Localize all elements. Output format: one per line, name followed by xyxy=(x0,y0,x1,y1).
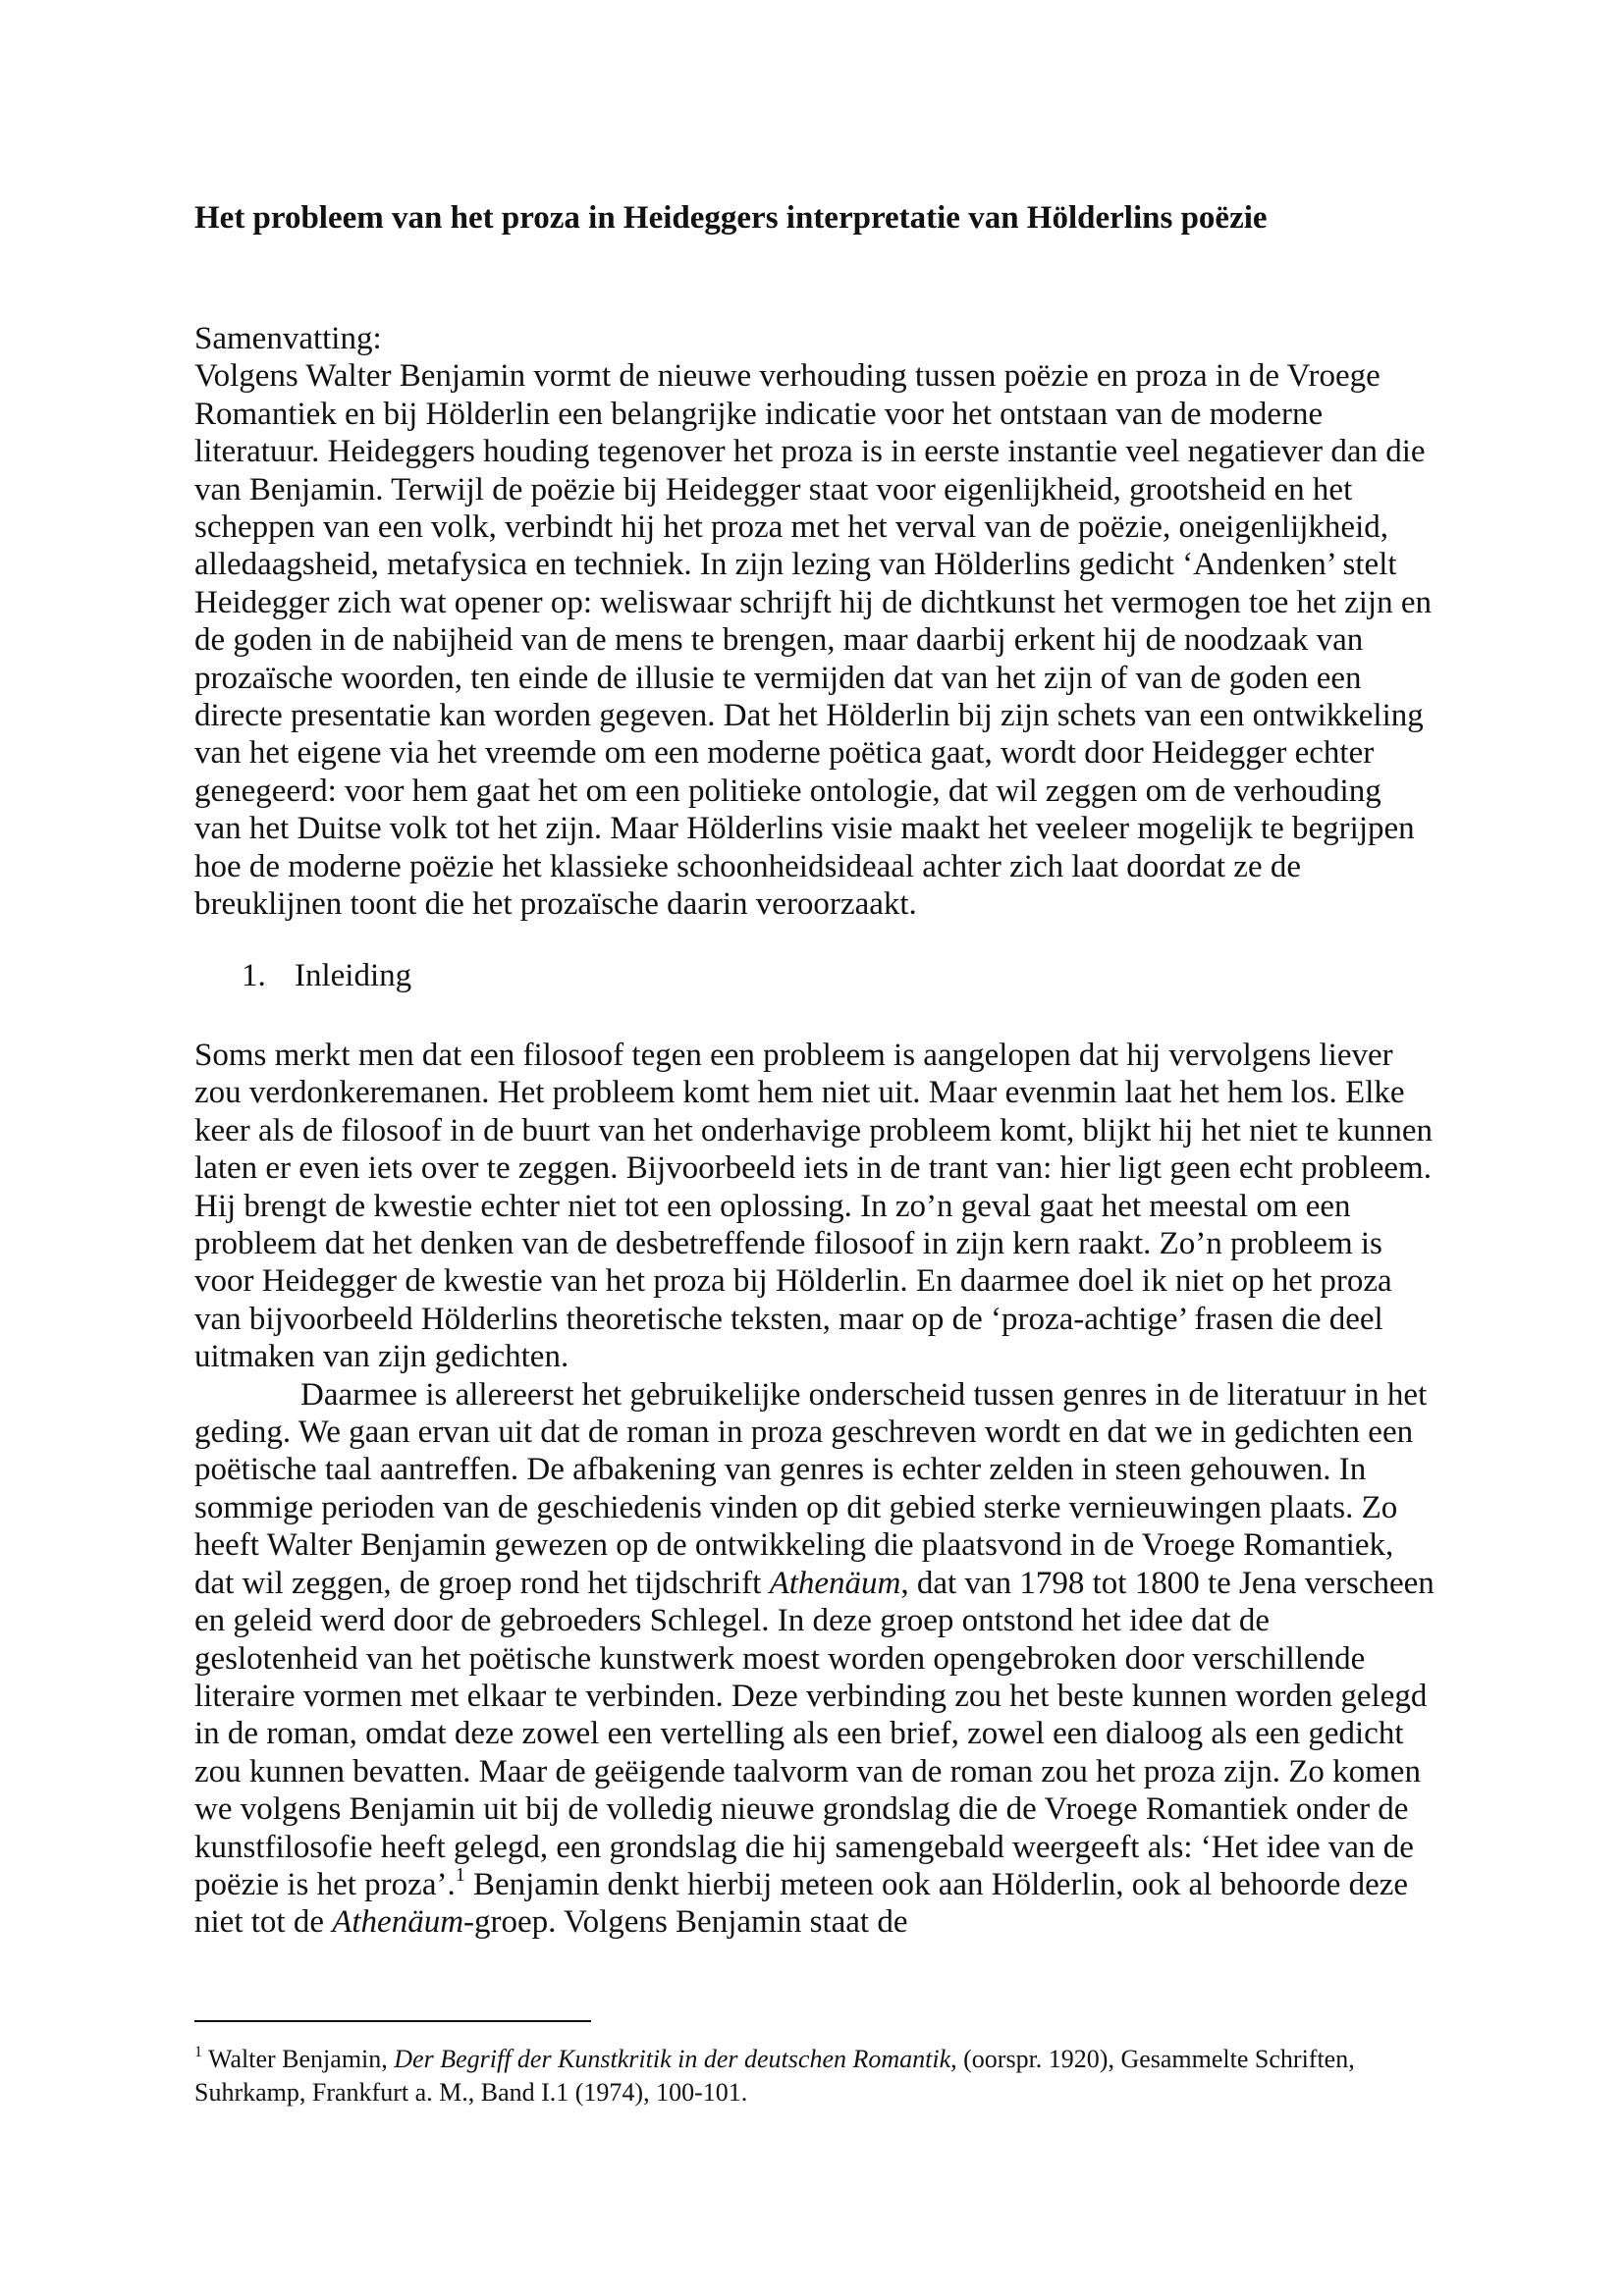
section-number: 1. xyxy=(242,958,266,993)
intro-paragraph-1: Soms merkt men dat een filosoof tegen een probleem is aangelopen dat hij vervolgens liever zou verdonkeremanen. Het probleem komt hem niet uit. Maar evenmin laat het hem los. Elke keer als de filosoof in de buurt van het onderhavige probleem komt, blijkt hij het niet te kunnen laten er even iets over te zeggen. Bijvoorbeeld iets in de trant van: hier ligt geen echt probleem. Hij brengt de kwestie echter niet tot een oplossing. In zo’n geval gaat het meestal om een probleem dat het denken van de desbetreffende filosoof in zijn kern raakt. Zo’n probleem is voor Heidegger de kwestie van het proza bij Hölderlin. En daarmee doel ik niet op het proza van bijvoorbeeld Hölderlins theoretische teksten, maar op de ‘proza-achtige’ frasen die deel uitmaken van zijn gedichten. xyxy=(194,1038,1434,1375)
footnote-reference[interactable]: 1 xyxy=(455,1863,465,1886)
footnote-1 xyxy=(194,2043,1435,2109)
footnote-work-title: Der Begriff der Kunstkritik in der deutschen Romantik xyxy=(394,2045,951,2073)
abstract xyxy=(194,320,1435,924)
journal-title-athenaeum-2: Athenäum xyxy=(332,1904,464,1941)
intro-p2-part-a: Daarmee is allereerst het gebruikelijke onderscheid tussen genres in de literatuur in het geding. We gaan ervan uit dat de roman in proza geschreven wordt en dat we in gedichten een poëtische taal aantreffen. De afbakening van genres is echter zelden in steen gehouwen. In sommige perioden van de geschiedenis vinden op dit gebied sterke vernieuwingen plaats. Zo heeft Walter Benjamin gewezen op de ontwikkeling die plaatsvond in de Vroege Romantiek, dat wil zeggen, de groep rond het tijdschrift xyxy=(194,1376,1428,1601)
intro-p2-part-c: Benjamin denkt hierbij meteen ook aan Hölderlin, ook al behoorde deze niet tot de xyxy=(194,1866,1409,1941)
document-title: Het probleem van het proza in Heideggers interpretatie van Hölderlins poëzie xyxy=(194,200,1268,236)
abstract-label: Samenvatting: xyxy=(194,321,382,356)
abstract-text: Volgens Walter Benjamin vormt de nieuwe verhouding tussen poëzie en proza in de Vroege Romantiek en bij Hölderlin een belangrijke indicatie voor het ontstaan van de moderne literatuur. Heideggers houding tegenover het proza is in eerste instantie veel negatiever dan die van Benjamin. Terwijl de poëzie bij Heidegger staat voor eigenlijkheid, grootsheid en het scheppen van een volk, verbindt hij het proza met het verval van de poëzie, oneigenlijkheid, alledaagsheid, metafysica en techniek. In zijn lezing van Hölderlins gedicht ‘Andenken’ stelt Heidegger zich wat opener op: weliswaar schrijft hij de dichtkunst het vermogen toe het zijn en de goden in de nabijheid van de mens te brengen, maar daarbij erkent hij de noodzaak van prozaïsche woorden, ten einde de illusie te vermijden dat van het zijn of van de goden een directe presentatie kan worden gegeven. Dat het Hölderlin bij zijn schets van een ontwikkeling van het eigene via het vreemde om een moderne poëtica gaat, wordt door Heidegger echter genegeerd: voor hem gaat het om een politieke ontologie, dat wil zeggen om de verhouding van het Duitse volk tot het zijn. Maar Hölderlins visie maakt het veeleer mogelijk te begrijpen hoe de moderne poëzie het klassieke schoonheidsideaal achter zich laat doordat ze de breuklijnen toont die het prozaïsche daarin veroorzaakt. xyxy=(194,358,1432,923)
intro-p2-part-b: , dat van 1798 tot 1800 te Jena verscheen en geleid werd door de gebroeders Schlegel. In deze groep ontstond het idee dat de geslotenheid van het poëtische kunstwerk moest worden opengebroken door verschillende literaire vormen met elkaar te verbinden. Deze verbinding zou het beste kunnen worden gelegd in de roman, omdat deze zowel een vertelling als een brief, zowel een dialoog als een gedicht zou kunnen bevatten. Maar de geëigende taalvorm van de roman zou het proza zijn. Zo komen we volgens Benjamin uit bij de volledig nieuwe grondslag die de Vroege Romantiek onder de kunstfilosofie heeft gelegd, een grondslag die hij samengebald weergeeft als: ‘Het idee van de poëzie is het proza’. xyxy=(194,1565,1435,1902)
section-title: Inleiding xyxy=(295,958,412,993)
footnote-separator xyxy=(194,2020,591,2022)
footnote-author: Walter Benjamin, xyxy=(202,2045,395,2073)
intro-paragraph-2 xyxy=(194,1376,1435,1942)
journal-title-athenaeum: Athenäum xyxy=(769,1565,901,1601)
footnote-marker: 1 xyxy=(194,2044,202,2060)
intro-p2-part-d: -groep. Volgens Benjamin staat de xyxy=(463,1904,908,1941)
footnote-details: , (oorspr. 1920), Gesammelte Schriften, Suhrkamp, Frankfurt a. M., Band I.1 (1974), 100-101. xyxy=(194,2045,1355,2107)
section-heading xyxy=(242,957,411,994)
introduction-body xyxy=(194,1037,1435,1942)
